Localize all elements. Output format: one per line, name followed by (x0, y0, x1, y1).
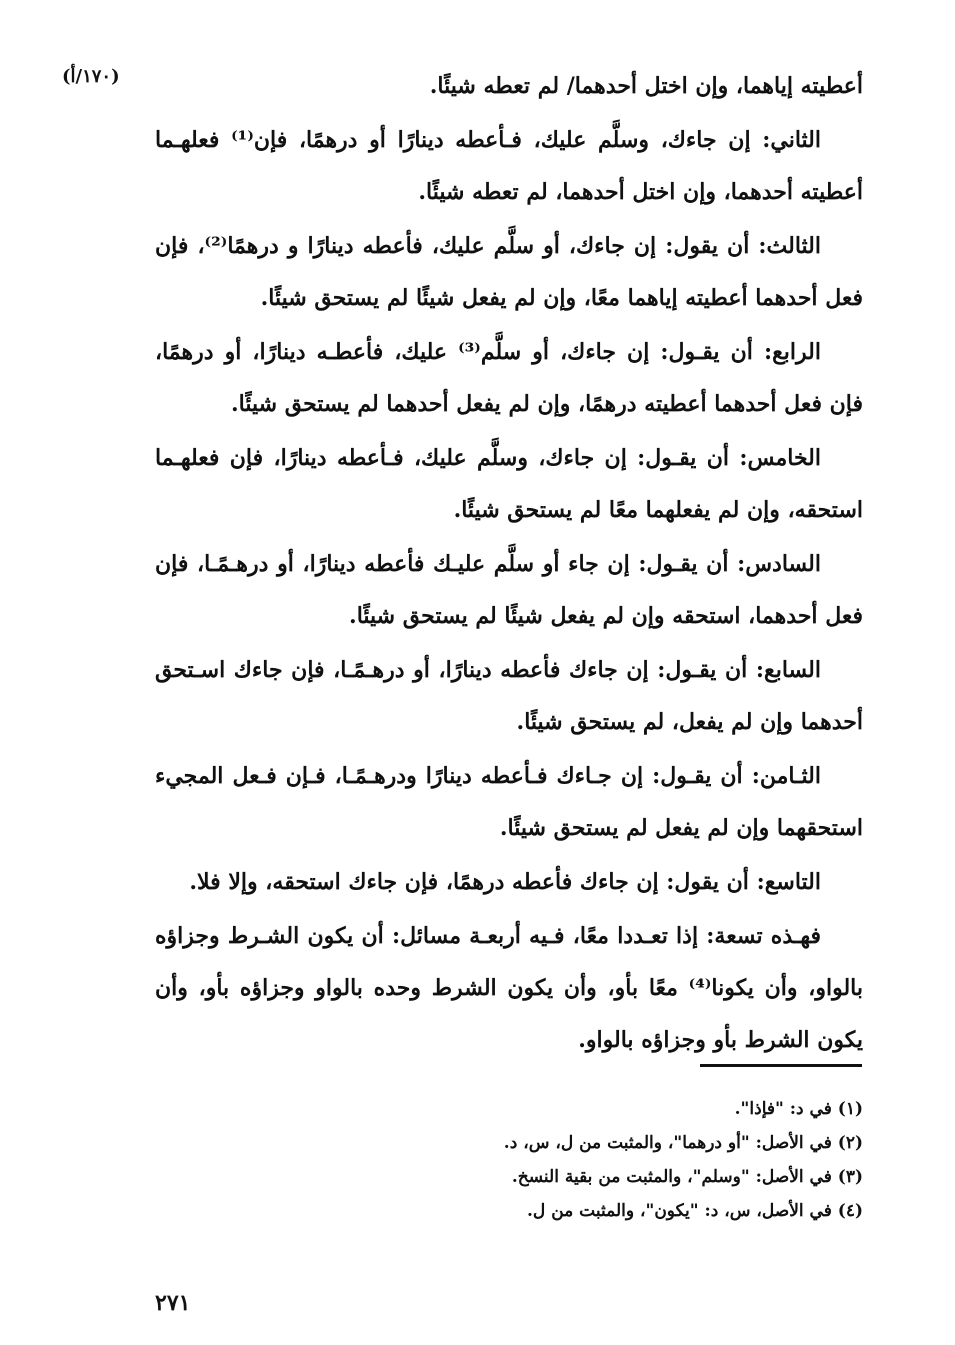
manuscript-folio-reference: (١٧٠/أ) (62, 66, 120, 87)
paragraph-sixth: السادس: أن يقـول: إن جاء أو سلَّم عليـك فأعطه دينارًا، أو درهـمًـا، فإن فعل أحدهما، استحقه وإن لم يفعل شيئًا لم يستحق شيئًا. (155, 551, 863, 629)
paragraph-third: الثالث: أن يقول: إن جاءك، أو سلَّم عليك، فأعطه دينارًا و درهمًا⁽²⁾، فإن فعل أحدهما أعطيته إياهما معًا، وإن لم يفعل شيئًا لم يستحق شيئًا. (155, 233, 863, 311)
paragraph-fourth: الرابع: أن يقـول: إن جاءك، أو سلَّم⁽³⁾ عليك، فأعطـه دينارًا، أو درهمًا، فإن فعل أحدهما أعطيته درهمًا، وإن لم يفعل أحدهما لم يستحق شيئًا. (155, 339, 863, 417)
paragraph-eighth: الثـامن: أن يقـول: إن جـاءك فـأعطه دينارًا ودرهـمًـا، فـإن فـعل المجيء استحقهما وإن لم يفعل لم يستحق شيئًا. (155, 763, 863, 841)
paragraph-ninth: التاسع: أن يقول: إن جاءك فأعطه درهمًا، فإن جاءك استحقه، وإلا فلا. (189, 869, 821, 895)
paragraph-seventh: السابع: أن يقـول: إن جاءك فأعطه دينارًا، أو درهـمًـا، فإن جاءك اسـتحق أحدهما وإن لم يفعل، لم يستحق شيئًا. (155, 657, 863, 735)
footnote-3: (٣) في الأصل: "وسلم"، والمثبت من بقية النسخ. (511, 1167, 863, 1187)
footnote-1: (١) في د: "فإذا". (734, 1099, 863, 1119)
paragraph-summary: فهـذه تسعة: إذا تعـددا معًا، فـيه أربعـة مسائل: أن يكون الشـرط وجزاؤه بالواو، وأن يكونا⁽⁴⁾ معًا بأو، وأن يكون الشرط وحده بالواو وجزاؤه بأو، وأن يكون الشرط بأو وجزاؤه بالواو. (155, 923, 863, 1053)
footnotes (163, 1092, 863, 1228)
paragraph-fifth: الخامس: أن يقـول: إن جاءك، وسلَّم عليك، فـأعطه دينارًا، فإن فعلهـما استحقه، وإن لم يفعلهما معًا لم يستحق شيئًا. (155, 445, 863, 523)
footnote-separator (700, 1064, 862, 1067)
footnote-4: (٤) في الأصل، س، د: "يكون"، والمثبت من ل. (527, 1201, 863, 1221)
page-number: ٢٧١ (155, 1290, 191, 1316)
paragraph-second: الثاني: إن جاءك، وسلَّم عليك، فـأعطه دينارًا أو درهمًا، فإن⁽¹⁾ فعلهـما أعطيته أحدهما، وإن اختل أحدهما، لم تعطه شيئًا. (155, 127, 863, 205)
paragraph-continuation: أعطيته إياهما، وإن اختل أحدهما/ لم تعطه شيئًا. (429, 73, 863, 99)
footnote-2: (٢) في الأصل: "أو درهما"، والمثبت من ل، س، د. (503, 1133, 863, 1153)
main-text (155, 60, 863, 1068)
